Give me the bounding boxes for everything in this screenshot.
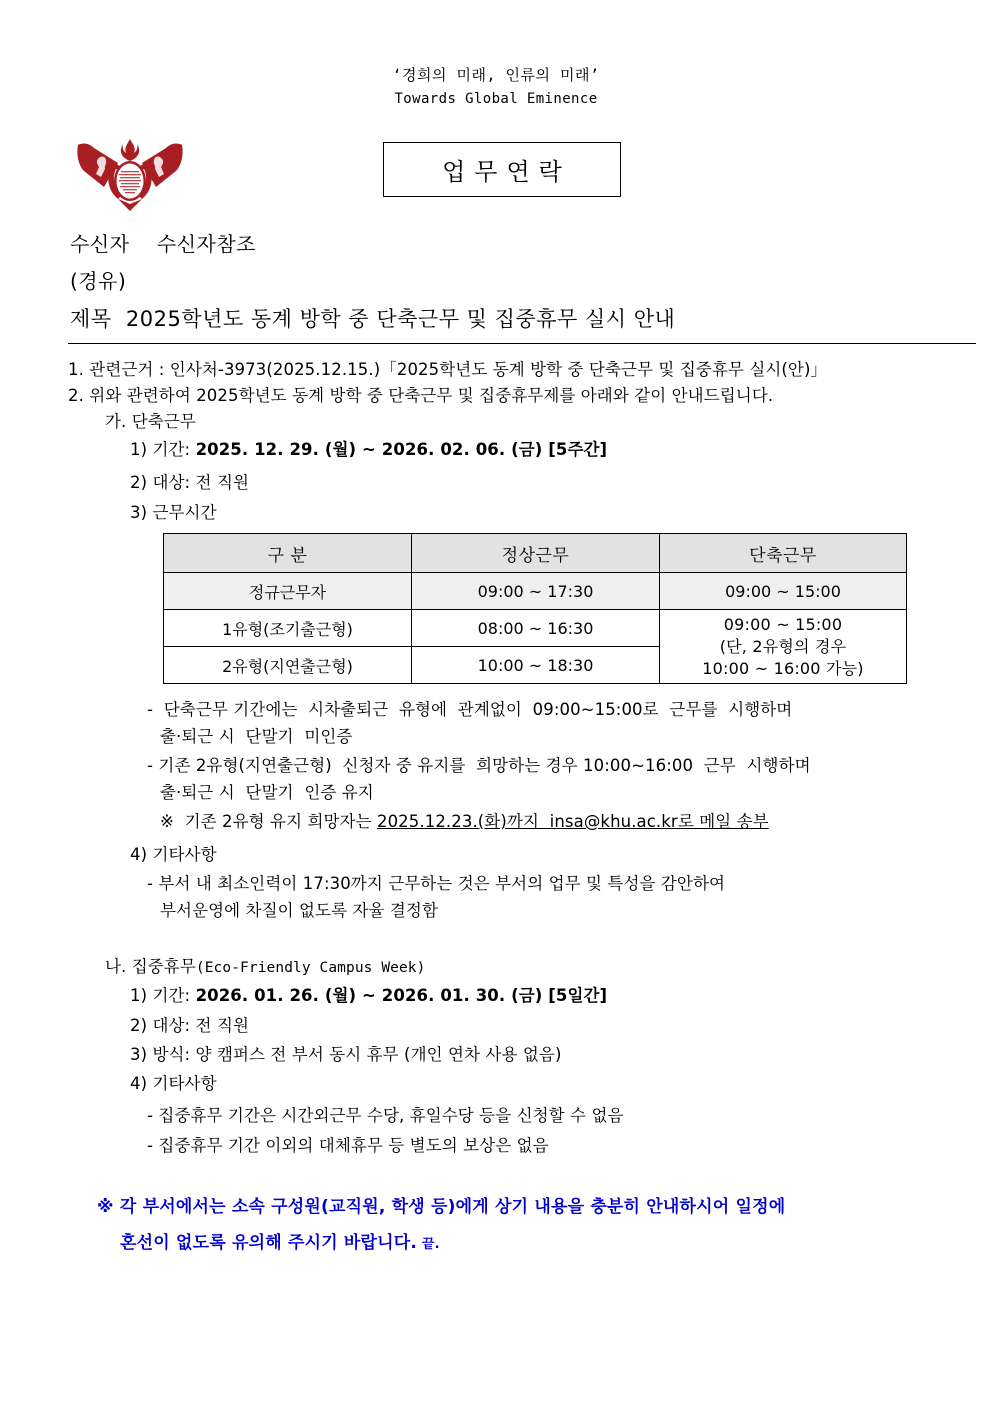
document-type-label: 업무연락 [442, 158, 571, 186]
slogan-korean: ‘경희의 미래, 인류의 미래’ [392, 66, 600, 84]
section-a-hours-label: 3) 근무시간 [130, 503, 217, 522]
work-hours-table [163, 533, 907, 684]
section-a-note-star [160, 812, 769, 832]
kyung-hee-university-emblem-icon [74, 133, 186, 211]
header-divider [68, 343, 976, 344]
section-b-heading-ko: 나. 집중휴무 [105, 957, 196, 976]
section-a-other-label: 4) 기타사항 [130, 845, 217, 864]
section-a-heading: 가. 단축근무 [105, 412, 196, 431]
cell-merged-reduced-note [660, 610, 907, 684]
section-b-method: 3) 방식: 양 캠퍼스 전 부서 동시 휴무 (개인 연차 사용 없음) [130, 1045, 562, 1064]
footer-notice-line-1: ※ 각 부서에서는 소속 구성원(교직원, 학생 등)에게 상기 내용을 충분히 안내하시어 일정에 [97, 1197, 786, 1217]
section-b-period-value: 2026. 01. 26. (월) ~ 2026. 01. 30. (금) [5일간] [195, 986, 608, 1005]
document-end-mark: 끝. [417, 1237, 440, 1252]
section-b-target: 2) 대상: 전 직원 [130, 1016, 250, 1035]
slogan-english: Towards Global Eminence [394, 91, 598, 107]
section-b-other-note-2: - 집중휴무 기간 이외의 대체휴무 등 별도의 보상은 없음 [147, 1136, 549, 1155]
table-row [164, 610, 907, 647]
section-a-note-2b: 출·퇴근 시 단말기 인증 유지 [160, 783, 374, 802]
footer-notice-line-2 [120, 1228, 440, 1253]
table-row [164, 573, 907, 610]
cell-regular-label: 정규근무자 [164, 573, 412, 610]
section-a-other-note-1: - 부서 내 최소인력이 17:30까지 근무하는 것은 부서의 업무 및 특성을 감안하여 [147, 874, 726, 893]
section-b-other-note-1: - 집중휴무 기간은 시간외근무 수당, 휴일수당 등을 신청할 수 없음 [147, 1106, 624, 1125]
section-b-period-label: 1) 기간: [130, 986, 196, 1005]
section-a-period-value: 2025. 12. 29. (월) ~ 2026. 02. 06. (금) [5주간] [195, 440, 608, 459]
star-note-underlined-text: 2025.12.23.(화)까지 insa@khu.ac.kr로 메일 송부 [376, 812, 769, 831]
cell-type1-normal: 08:00 ~ 16:30 [412, 610, 660, 647]
section-a-period-row [130, 440, 607, 460]
via-field: (경유) [70, 269, 127, 293]
body-item-2: 2. 위와 관련하여 2025학년도 동계 방학 중 단축근무 및 집중휴무제를 아래와 같이 안내드립니다. [68, 386, 774, 405]
section-b-period-row [130, 986, 607, 1006]
section-a-note-1b: 출·퇴근 시 단말기 미인증 [160, 727, 353, 746]
cell-type1-label: 1유형(조기출근형) [164, 610, 412, 647]
body-item-1: 1. 관련근거 : 인사처-3973(2025.12.15.)「2025학년도 동계 방학 중 단축근무 및 집중휴무 실시(안)」 [68, 360, 828, 379]
section-a-note-1a: - 단축근무 기간에는 시차출퇴근 유형에 관계없이 09:00~15:00로 근무를 시행하며 [147, 700, 793, 719]
table-header-reduced: 단축근무 [660, 534, 907, 573]
merged-line-1: 09:00 ~ 15:00 [723, 614, 843, 634]
subject-field: 제목 2025학년도 동계 방학 중 단축근무 및 집중휴무 실시 안내 [70, 307, 676, 331]
document-type-box [383, 142, 621, 197]
section-a-target: 2) 대상: 전 직원 [130, 473, 250, 492]
cell-type2-label: 2유형(지연출근형) [164, 647, 412, 684]
recipient-field: 수신자 수신자참조 [70, 232, 256, 256]
cell-regular-reduced: 09:00 ~ 15:00 [660, 573, 907, 610]
section-b-heading [105, 957, 425, 978]
merged-line-2: (단, 2유형의 경우 [719, 636, 847, 656]
section-b-other-label: 4) 기타사항 [130, 1074, 217, 1093]
table-header-category: 구 분 [164, 534, 412, 573]
table-header-normal: 정상근무 [412, 534, 660, 573]
section-b-heading-en: (Eco-Friendly Campus Week) [195, 960, 426, 976]
section-a-note-2a: - 기존 2유형(지연출근형) 신청자 중 유지를 희망하는 경우 10:00~16:00 근무 시행하며 [147, 756, 811, 775]
footer-notice-text: 혼선이 없도록 유의해 주시기 바랍니다. [120, 1233, 418, 1253]
merged-line-3: 10:00 ~ 16:00 가능) [702, 658, 864, 678]
university-slogan-block [0, 64, 992, 110]
section-a-other-note-2: 부서운영에 차질이 없도록 자율 결정함 [160, 901, 439, 920]
table-header-row [164, 534, 907, 573]
cell-type2-normal: 10:00 ~ 18:30 [412, 647, 660, 684]
section-a-period-label: 1) 기간: [130, 440, 196, 459]
cell-regular-normal: 09:00 ~ 17:30 [412, 573, 660, 610]
star-note-prefix: ※ 기존 2유형 유지 희망자는 [160, 812, 377, 831]
